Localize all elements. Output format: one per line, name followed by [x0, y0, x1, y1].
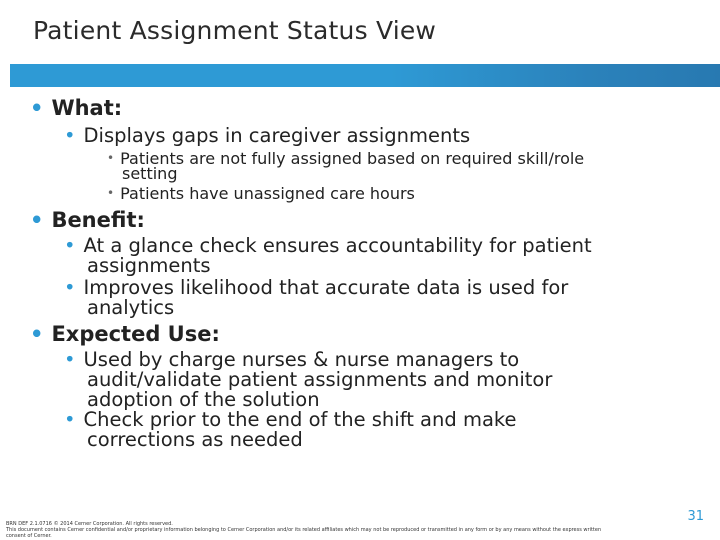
bullet-dot-icon: •	[64, 348, 76, 371]
bullet-what-item-1-cont: setting	[122, 164, 178, 183]
footer-legal: BRN DEF 2.1.0716 © 2014 Cerner Corporation. All rights reserved. This document contains Cerner confidential and/or proprietary information belonging to Cerner Corporation and/or its related affiliates which may not be reproduced or transmitted in any form or by any means without the express written consent of Cerner.	[6, 521, 602, 539]
bullet-benefit-item-2-cont: analytics	[87, 296, 175, 319]
bullet-dot-icon: •	[64, 234, 76, 257]
heading-benefit: Benefit:	[51, 208, 145, 232]
bullet-what	[30, 96, 122, 120]
bullet-expected-use	[30, 322, 220, 346]
bullet-dot-icon: •	[107, 151, 115, 165]
bullet-expected-item-2: • Check prior to the end of the shift and make	[64, 408, 517, 431]
bullet-benefit-item-2: • Improves likelihood that accurate data is used for	[64, 276, 569, 299]
bullet-dot-icon: •	[64, 408, 76, 431]
bullet-dot-icon: •	[30, 208, 44, 232]
slide-title: Patient Assignment Status View	[33, 16, 437, 45]
heading-what: What:	[51, 96, 123, 120]
bullet-benefit	[30, 208, 145, 232]
page-number: 31	[687, 509, 704, 524]
bullet-benefit-item-1-cont: assignments	[87, 254, 211, 277]
heading-expected-use: Expected Use:	[51, 322, 220, 346]
bullet-what-item-1: • Patients are not fully assigned based on required skill/role	[107, 149, 585, 168]
bullet-dot-icon: •	[64, 124, 76, 147]
bullet-dot-icon: •	[64, 276, 76, 299]
bullet-expected-item-1-cont-b: adoption of the solution	[87, 388, 320, 411]
bullet-what-sub: • Displays gaps in caregiver assignments	[64, 124, 471, 147]
bullet-expected-item-1-cont-a: audit/validate patient assignments and monitor	[87, 368, 553, 391]
bullet-expected-item-1: • Used by charge nurses & nurse managers to	[64, 348, 520, 371]
title-band	[10, 64, 720, 87]
bullet-dot-icon: •	[30, 96, 44, 120]
title-band-shade	[390, 64, 720, 87]
bullet-benefit-item-1: • At a glance check ensures accountability for patient	[64, 234, 592, 257]
bullet-expected-item-2-cont: corrections as needed	[87, 428, 303, 451]
bullet-dot-icon: •	[107, 186, 115, 200]
bullet-dot-icon: •	[30, 322, 44, 346]
bullet-what-item-2: • Patients have unassigned care hours	[107, 184, 415, 203]
